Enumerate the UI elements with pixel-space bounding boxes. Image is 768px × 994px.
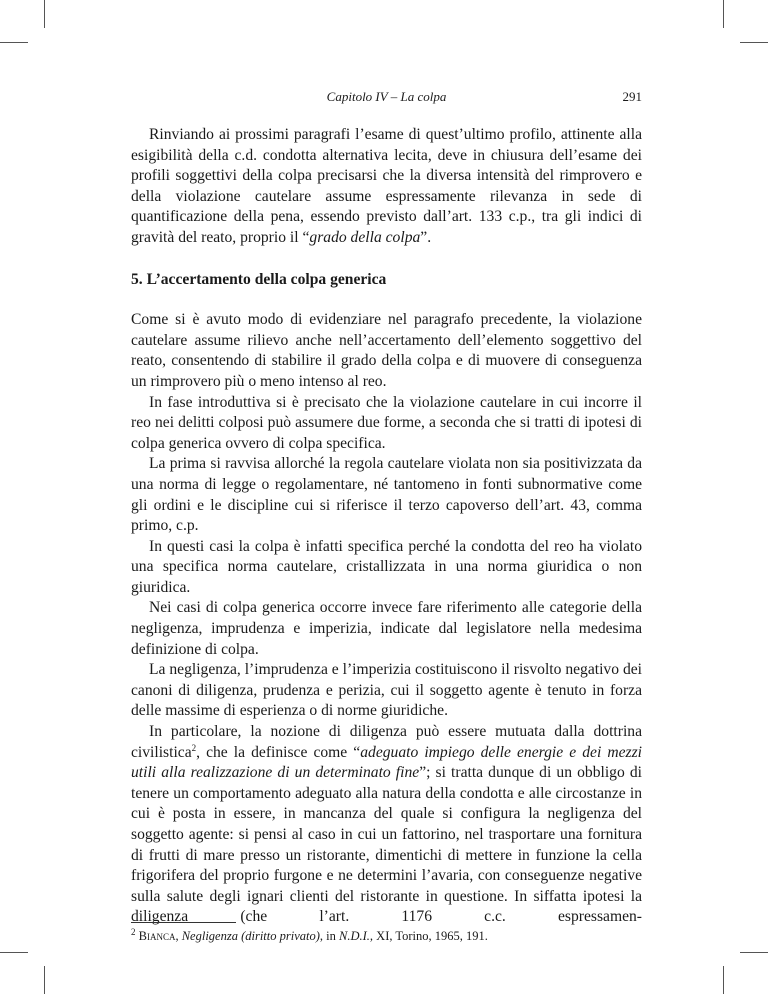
- crop-mark: [723, 0, 724, 28]
- section-heading: 5. L’accertamento della colpa generica: [131, 270, 387, 288]
- paragraph: La negligenza, l’imprudenza e l’imperizia costituiscono il risvolto negativo dei canoni di diligenza, prudenza e perizia, cui il soggetto agente è tenuto in forza delle massime di esperienza o di norme giuridiche.: [131, 661, 642, 720]
- footnote-author: Bianca: [138, 929, 176, 943]
- paragraph: La prima si ravvisa allorché la regola cautelare violata non sia positivizzata da una norma di legge o regolamentare, né tantomeno in fonti subnormative come gli ordini e le discipline cui si riferisce il terzo capoverso dell’art. 43, comma primo, c.p.: [131, 455, 642, 535]
- quote-emphasis: grado della colpa: [309, 228, 421, 246]
- page-number: 291: [622, 89, 642, 104]
- running-title: Capitolo IV – La colpa: [326, 89, 447, 104]
- footnote: [131, 922, 642, 943]
- paragraph-text: , che la definisce come “: [196, 743, 361, 761]
- paragraph: Nei casi di colpa generica occorre invece fare riferimento alle categorie della negligenza, imprudenza e imperizia, indicate dal legislatore nella medesima definizione di colpa.: [131, 599, 642, 658]
- crop-mark: [44, 0, 45, 28]
- paragraph-text: ”; si tratta dunque di un obbligo di tenere un comportamento adeguato alla natura della condotta e alle circostanze in cui è posta in essere, in mancanza del quale si configura la negligenza del soggetto agente: si pensi al caso in cui un fattorino, nel trasportare una fornitura di frutti di mare presso un ristorante, dimentichi di mettere in funzione la cella frigorifera del proprio furgone e ne determini l’avaria, con conseguenze negative sulla salute degli ignari clienti del ristorante in questione. In siffatta ipotesi la diligenza (che l’art. 1176 c.c. espressamen-: [131, 764, 642, 926]
- crop-mark: [44, 966, 45, 994]
- footnote-rule: [131, 922, 236, 923]
- footnote-text: [131, 926, 642, 943]
- crop-mark: [740, 952, 768, 953]
- footnote-comma: ,: [175, 929, 182, 943]
- paragraph-text: ”.: [420, 228, 432, 246]
- crop-mark: [0, 42, 28, 43]
- paragraph-text: Rinviando ai prossimi paragrafi l’esame di quest’ultimo profilo, attinente alla esigibilità della c.d. condotta alternativa lecita, deve in chiusura dell’esame dei profili soggettivi della colpa precisarsi che la diversa intensità del rimprovero e della violazione cautelare assume espressamente rilevanza in sede di quantificazione della pena, essendo previsto dall’art. 133 c.p., tra gli indici di gravità del reato, proprio il “: [131, 126, 642, 246]
- paragraph: In fase introduttiva si è precisato che la violazione cautelare in cui incorre il reo nei delitti colposi può assumere due forme, a seconda che si tratti di ipotesi di colpa generica ovvero di colpa specifica.: [131, 393, 642, 452]
- paragraph: Come si è avuto modo di evidenziare nel paragrafo precedente, la violazione cautelare assume rilievo anche nell’accertamento dell’elemento soggettivo del reato, consentendo di stabilire il grado della colpa e di muovere di conseguenza un rimprovero più o meno intenso al reo.: [131, 311, 642, 390]
- footnote-work: Negligenza (diritto privato): [181, 929, 320, 943]
- quote-emphasis: adeguato impiego delle energie e dei mezzi utili alla realizzazione di un determinato fine: [131, 743, 642, 782]
- footnote-text-part: , in: [319, 929, 340, 943]
- paragraph: In questi casi la colpa è infatti specifica perché la condotta del reo ha violato una specifica norma cautelare, cristallizzata in una norma giuridica o non giuridica.: [131, 537, 642, 596]
- paragraph: [131, 125, 642, 249]
- paragraph: [131, 722, 642, 928]
- crop-mark: [740, 42, 768, 43]
- main-text: [131, 125, 642, 928]
- footnote-number: 2: [131, 926, 136, 937]
- footnote-reference[interactable]: 2: [191, 742, 197, 753]
- crop-mark: [723, 966, 724, 994]
- crop-mark: [0, 952, 28, 953]
- footnote-text-part: XI, Torino, 1965, 191.: [373, 929, 488, 943]
- footnote-collection: N.D.I.,: [339, 929, 374, 943]
- paragraph-text: In particolare, la nozione di diligenza può essere mutuata dalla dottrina civilistica: [131, 723, 642, 761]
